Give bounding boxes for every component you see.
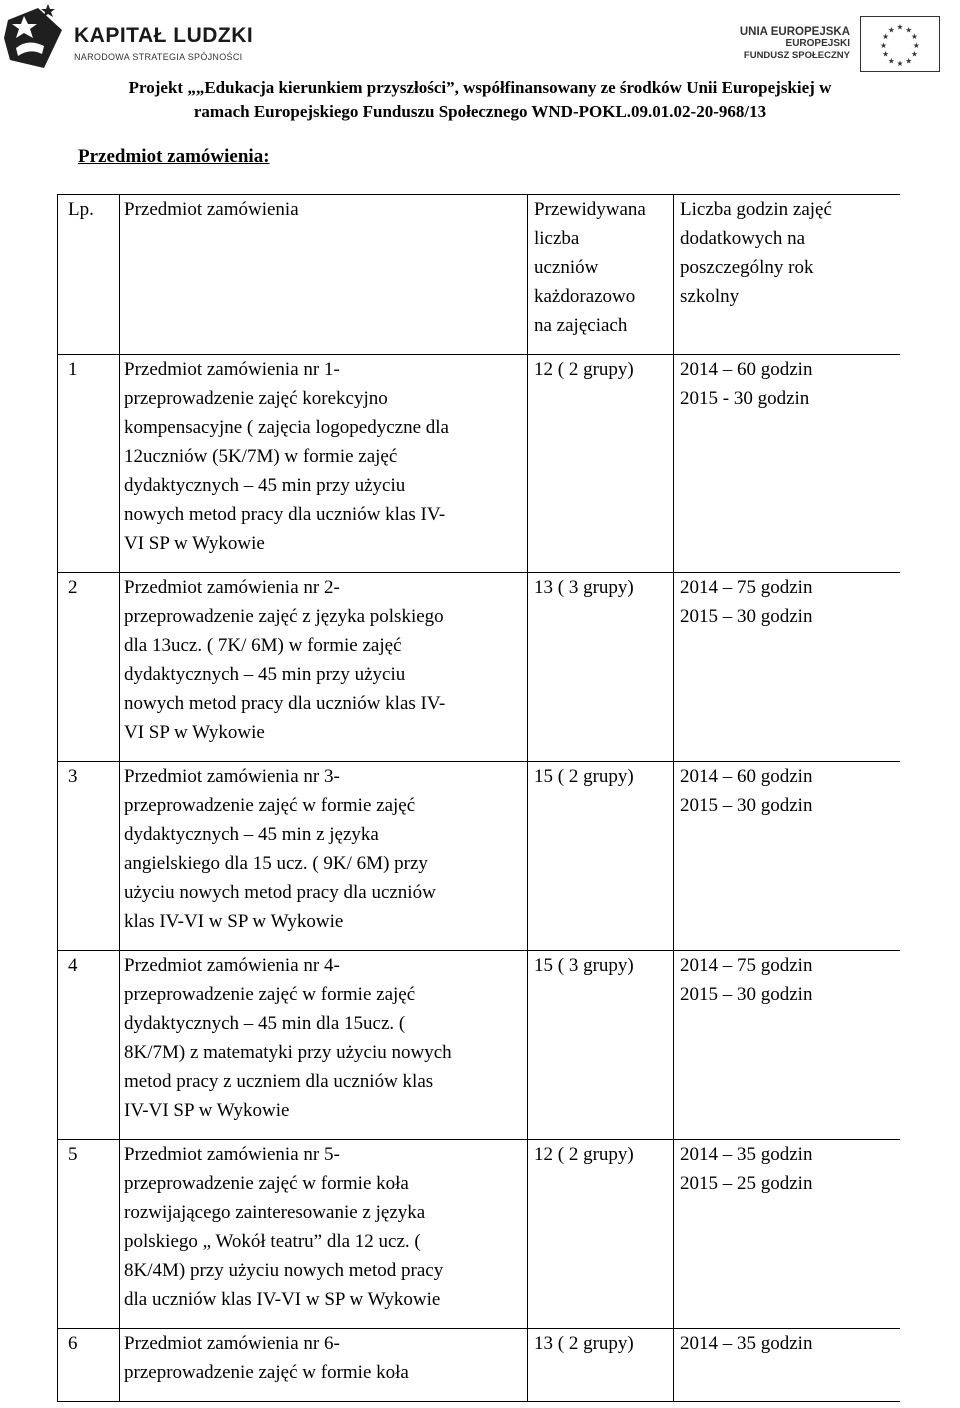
header-students-line: na zajęciach [534, 315, 628, 336]
row-description-line: 8K/7M) z matematyki przy użyciu nowych [124, 1042, 452, 1063]
header-students-line: Przewidywana [534, 199, 646, 220]
row-description-line: przeprowadzenie zajęć w formie koła [124, 1173, 409, 1194]
header-students-line: uczniów [534, 257, 599, 278]
row-hours [674, 1329, 901, 1402]
row-description-line: dydaktycznych – 45 min dla 15ucz. ( [124, 1013, 406, 1034]
row-description [120, 1329, 528, 1402]
row-hours-line: 2015 – 30 godzin [680, 606, 813, 627]
row-hours [674, 762, 901, 951]
svg-text:★: ★ [905, 56, 913, 66]
svg-text:★: ★ [912, 40, 920, 50]
row-description-line: dydaktycznych – 45 min z języka [124, 824, 379, 845]
row-description-line: angielskiego dla 15 ucz. ( 9K/ 6M) przy [124, 853, 428, 874]
svg-text:★: ★ [887, 56, 895, 66]
project-line-2: ramach Europejskiego Funduszu Społecznego WND-POKL.09.01.02-20-968/13 [193, 102, 767, 121]
svg-text:★: ★ [911, 32, 918, 42]
row-description-line: rozwijającego zainteresowanie z języka [124, 1202, 426, 1223]
header-students-line: każdorazowo [534, 286, 636, 307]
row-hours-line: 2014 – 35 godzin [680, 1333, 813, 1354]
row-description [120, 762, 528, 951]
svg-text:★: ★ [896, 59, 904, 69]
order-table [57, 194, 900, 1402]
row-students: 13 ( 3 grupy) [528, 573, 674, 762]
kapital-ludzki-subtitle: NARODOWA STRATEGIA SPÓJNOŚCI [74, 52, 243, 62]
row-description-line: Przedmiot zamówienia nr 4- [124, 955, 340, 976]
svg-text:★: ★ [905, 25, 913, 35]
order-table-wrapper [57, 194, 900, 1408]
row-description-line: VI SP w Wykowie [124, 722, 265, 743]
row-hours-line: 2014 – 75 godzin [680, 577, 813, 598]
section-title: Przedmiot zamówienia: [78, 146, 270, 167]
row-description [120, 573, 528, 762]
row-description [120, 1140, 528, 1329]
row-hours-line: 2015 – 25 godzin [680, 1173, 813, 1194]
row-description-line: nowych metod pracy dla uczniów klas IV- [124, 693, 446, 714]
row-description-line: dla uczniów klas IV-VI w SP w Wykowie [124, 1289, 441, 1310]
row-students: 15 ( 2 grupy) [528, 762, 674, 951]
header-desc: Przedmiot zamówienia [120, 195, 528, 355]
row-description [120, 355, 528, 573]
row-description-line: przeprowadzenie zajęć w formie zajęć [124, 795, 416, 816]
header-hours-line: szkolny [680, 286, 740, 307]
row-hours-line: 2014 – 60 godzin [680, 766, 813, 787]
unia-europejska-text [740, 26, 850, 62]
row-description-line: Przedmiot zamówienia nr 3- [124, 766, 340, 787]
kapital-ludzki-logo [4, 2, 254, 74]
row-description-line: przeprowadzenie zajęć w formie zajęć [124, 984, 416, 1005]
row-description-line: polskiego „ Wokół teatru” dla 12 ucz. ( [124, 1231, 421, 1252]
header-hours-line: Liczba godzin zajęć [680, 199, 832, 220]
row-lp: 2 [58, 573, 120, 762]
row-description-line: metod pracy z uczniem dla uczniów klas [124, 1071, 434, 1092]
kapital-ludzki-title: KAPITAŁ LUDZKI [74, 24, 254, 47]
row-hours [674, 355, 901, 573]
row-description-line: dla 13ucz. ( 7K/ 6M) w formie zajęć [124, 635, 402, 656]
row-description-line: klas IV-VI w SP w Wykowie [124, 911, 344, 932]
row-description [120, 951, 528, 1140]
row-hours [674, 1140, 901, 1329]
row-description-line: przeprowadzenie zajęć w formie koła [124, 1362, 409, 1383]
eu-flag-stars-icon [860, 16, 940, 72]
row-description-line: dydaktycznych – 45 min przy użyciu [124, 664, 406, 685]
row-lp: 1 [58, 355, 120, 573]
header-lp: Lp. [58, 195, 120, 355]
header-hours-line: dodatkowych na [680, 228, 806, 249]
row-description-line: 12uczniów (5K/7M) w formie zajęć [124, 446, 398, 467]
row-hours-line: 2014 – 35 godzin [680, 1144, 813, 1165]
row-hours-line: 2014 – 60 godzin [680, 359, 813, 380]
row-description-line: kompensacyjne ( zajęcia logopedyczne dla [124, 417, 449, 438]
project-line-1: Projekt „„Edukacja kierunkiem przyszłości”, współfinansowany ze środków Unii Europejskiej w [128, 78, 832, 97]
table-row [58, 573, 901, 762]
ue-line1: UNIA EUROPEJSKA [739, 26, 850, 38]
row-description-line: 8K/4M) przy użyciu nowych metod pracy [124, 1260, 444, 1281]
table-row [58, 1140, 901, 1329]
row-hours-line: 2015 – 30 godzin [680, 984, 813, 1005]
row-description-line: przeprowadzenie zajęć korekcyjno [124, 388, 388, 409]
row-students: 13 ( 2 grupy) [528, 1329, 674, 1402]
svg-text:★: ★ [911, 49, 918, 59]
table-row [58, 762, 901, 951]
ue-line2: EUROPEJSKI [785, 38, 850, 49]
row-description-line: Przedmiot zamówienia nr 6- [124, 1333, 340, 1354]
row-students: 12 ( 2 grupy) [528, 1140, 674, 1329]
row-description-line: nowych metod pracy dla uczniów klas IV- [124, 504, 446, 525]
row-lp: 4 [58, 951, 120, 1140]
header-students [528, 195, 674, 355]
row-description-line: VI SP w Wykowie [124, 533, 265, 554]
row-students: 15 ( 3 grupy) [528, 951, 674, 1140]
ue-line3: FUNDUSZ SPOŁECZNY [743, 50, 850, 61]
table-header-row [58, 195, 901, 355]
row-students: 12 ( 2 grupy) [528, 355, 674, 573]
row-description-line: dydaktycznych – 45 min przy użyciu [124, 475, 406, 496]
table-row [58, 951, 901, 1140]
row-lp: 5 [58, 1140, 120, 1329]
header-hours [674, 195, 901, 355]
row-description-line: Przedmiot zamówienia nr 1- [124, 359, 340, 380]
row-description-line: Przedmiot zamówienia nr 5- [124, 1144, 340, 1165]
header-hours-line: poszczególny rok [680, 257, 814, 278]
kapital-ludzki-emblem-icon [4, 2, 64, 70]
unia-europejska-logo [736, 10, 946, 72]
table-row [58, 355, 901, 573]
svg-text:★: ★ [880, 40, 888, 50]
header-students-line: liczba [534, 228, 580, 249]
row-hours [674, 573, 901, 762]
project-header [0, 76, 960, 124]
row-hours [674, 951, 901, 1140]
row-hours-line: 2014 – 75 godzin [680, 955, 813, 976]
svg-text:★: ★ [882, 32, 889, 42]
table-row [58, 1329, 901, 1402]
row-description-line: IV-VI SP w Wykowie [124, 1100, 290, 1121]
row-hours-line: 2015 - 30 godzin [680, 388, 810, 409]
row-description-line: użyciu nowych metod pracy dla uczniów [124, 882, 436, 903]
row-description-line: przeprowadzenie zajęć z języka polskiego [124, 606, 444, 627]
svg-text:★: ★ [882, 49, 889, 59]
svg-text:★: ★ [887, 25, 895, 35]
row-description-line: Przedmiot zamówienia nr 2- [124, 577, 340, 598]
row-hours-line: 2015 – 30 godzin [680, 795, 813, 816]
row-lp: 6 [58, 1329, 120, 1402]
row-lp: 3 [58, 762, 120, 951]
svg-text:★: ★ [896, 22, 904, 32]
